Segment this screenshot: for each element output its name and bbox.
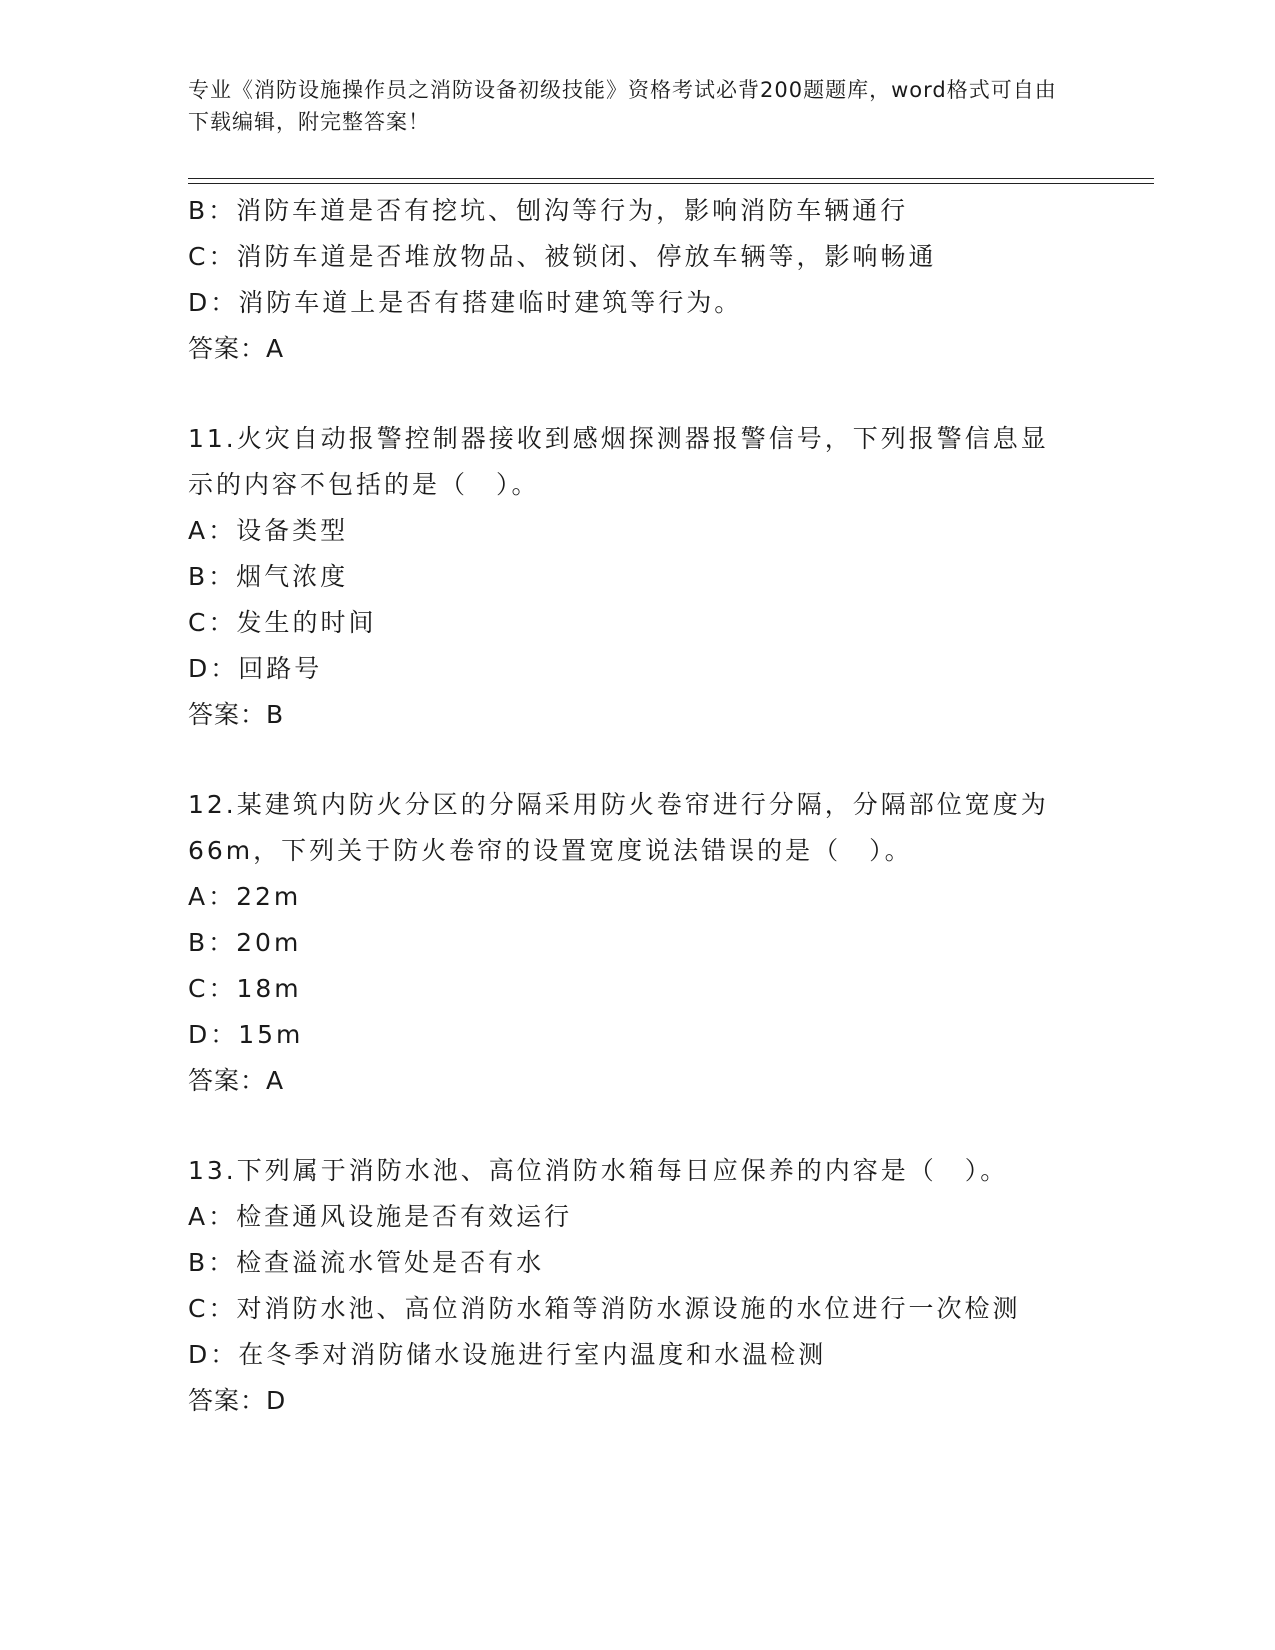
option-b: B：20m [188, 928, 302, 957]
answer-line: 答案：A [188, 334, 285, 363]
option-d: D：在冬季对消防储水设施进行室内温度和水温检测 [188, 1340, 827, 1369]
spacer [188, 738, 1088, 782]
header-rule-bottom [188, 183, 1154, 184]
question-stem: 12.某建筑内防火分区的分隔采用防火卷帘进行分隔，分隔部位宽度为66m，下列关于防火卷帘的设置宽度说法错误的是（ ）。 [188, 790, 1049, 865]
document-header: 专业《消防设施操作员之消防设备初级技能》资格考试必背200题题库，word格式可自由下载编辑，附完整答案！ [188, 78, 1057, 134]
option-a: A：22m [188, 882, 302, 911]
question-block-10 [188, 188, 1088, 372]
header-rule-top [188, 178, 1154, 179]
option-c: C：发生的时间 [188, 608, 377, 637]
answer-line: 答案：B [188, 700, 285, 729]
question-block-13 [188, 1148, 1088, 1424]
option-c: C：18m [188, 974, 302, 1003]
option-a: A：检查通风设施是否有效运行 [188, 1202, 573, 1231]
option-b: B：检查溢流水管处是否有水 [188, 1248, 545, 1277]
option-c: C：消防车道是否堆放物品、被锁闭、停放车辆等，影响畅通 [188, 242, 937, 271]
question-list [188, 188, 1088, 1424]
question-block-11 [188, 416, 1088, 738]
option-d: D：15m [188, 1020, 304, 1049]
option-d: D：消防车道上是否有搭建临时建筑等行为。 [188, 288, 743, 317]
option-b: B：烟气浓度 [188, 562, 349, 591]
option-a: A：设备类型 [188, 516, 349, 545]
answer-line: 答案：D [188, 1386, 287, 1415]
spacer [188, 1104, 1088, 1148]
answer-line: 答案：A [188, 1066, 285, 1095]
question-block-12 [188, 782, 1088, 1104]
spacer [188, 372, 1088, 416]
question-stem: 11.火灾自动报警控制器接收到感烟探测器报警信号，下列报警信息显示的内容不包括的是（ ）。 [188, 424, 1049, 499]
option-c: C：对消防水池、高位消防水箱等消防水源设施的水位进行一次检测 [188, 1294, 1021, 1323]
question-stem: 13.下列属于消防水池、高位消防水箱每日应保养的内容是（ ）。 [188, 1156, 1009, 1185]
option-b: B：消防车道是否有挖坑、刨沟等行为，影响消防车辆通行 [188, 196, 909, 225]
option-d: D：回路号 [188, 654, 323, 683]
